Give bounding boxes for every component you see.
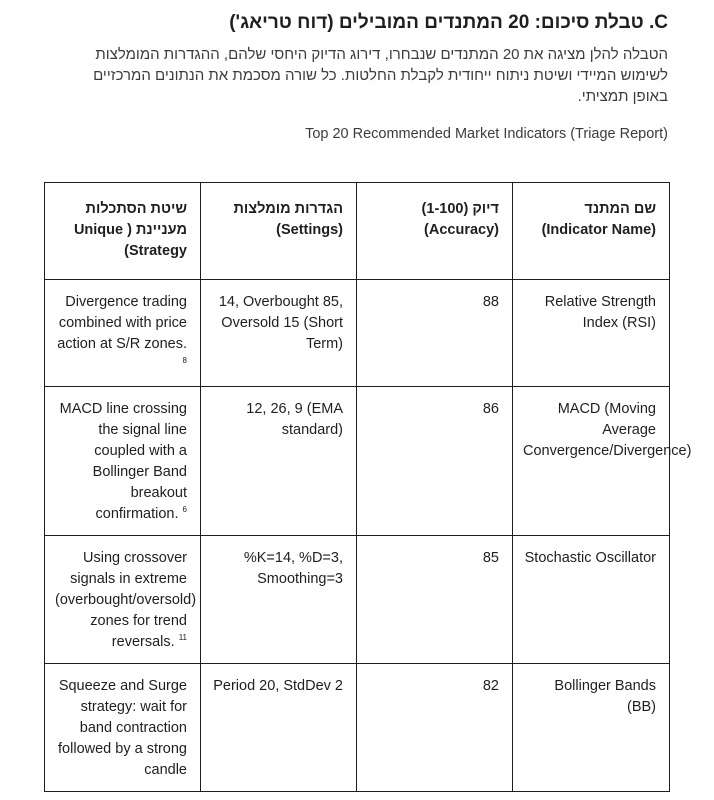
cell-settings: %K=14, %D=3, Smoothing=3 (201, 536, 357, 664)
table-row (45, 536, 670, 664)
cell-accuracy: 82 (357, 664, 513, 792)
cell-accuracy: 88 (357, 280, 513, 387)
cell-settings: Period 20, StdDev 2 (201, 664, 357, 792)
table-row (45, 664, 670, 792)
cell-indicator-name: MACD (Moving Average Convergence/Divergence) (513, 387, 670, 536)
strategy-text: MACD line crossing the signal line coupled with a Bollinger Band breakout confirmation. (59, 401, 187, 522)
citation-ref[interactable]: 6 (182, 505, 187, 515)
header-indicator-name: שם המתנד (Indicator Name) (513, 183, 670, 280)
cell-strategy: Squeeze and Surge strategy: wait for band contraction followed by a strong candle (45, 664, 201, 792)
cell-indicator-name: Stochastic Oscillator (513, 536, 670, 664)
cell-settings: 12, 26, 9 (EMA standard) (201, 387, 357, 536)
cell-strategy (45, 387, 201, 536)
cell-strategy (45, 280, 201, 387)
header-strategy: שיטת הסתכלות מעניינת ( Unique Strategy) (45, 183, 201, 280)
cell-accuracy: 85 (357, 536, 513, 664)
header-settings: הגדרות מומלצות (Settings) (201, 183, 357, 280)
table-row (45, 280, 670, 387)
indicators-table (44, 182, 692, 792)
citation-ref[interactable]: 8 (182, 356, 187, 366)
table-row (45, 387, 670, 536)
intro-paragraph: הטבלה להלן מציגה את 20 המתנדים שנבחרו, דירוג הדיוק היחסי שלהם, ההגדרות המומלצות לשימוש המיידי ושיטת ניתוח ייחודית לקבלת החלטות. כל שורה מסכמת את הנתונים המרכזיים באופן תמציתי. (93, 46, 668, 105)
cell-accuracy: 86 (357, 387, 513, 536)
table-caption: Top 20 Recommended Market Indicators (Triage Report) (305, 126, 668, 142)
citation-ref[interactable]: 11 (178, 633, 187, 643)
section-heading: C. טבלת סיכום: 20 המתנדים המובילים (דוח טריאג') (229, 12, 668, 33)
table-header-row (45, 183, 670, 280)
cell-settings: 14, Overbought 85, Oversold 15 (Short Term) (201, 280, 357, 387)
header-accuracy: דיוק (1-100) (Accuracy) (357, 183, 513, 280)
cell-indicator-name: Relative Strength Index (RSI) (513, 280, 670, 387)
strategy-text: Using crossover signals in extreme (overbought/oversold) zones for trend reversals. (55, 550, 197, 650)
strategy-text: Divergence trading combined with price action at S/R zones. (57, 294, 187, 352)
cell-strategy (45, 536, 201, 664)
cell-indicator-name: Bollinger Bands (BB) (513, 664, 670, 792)
